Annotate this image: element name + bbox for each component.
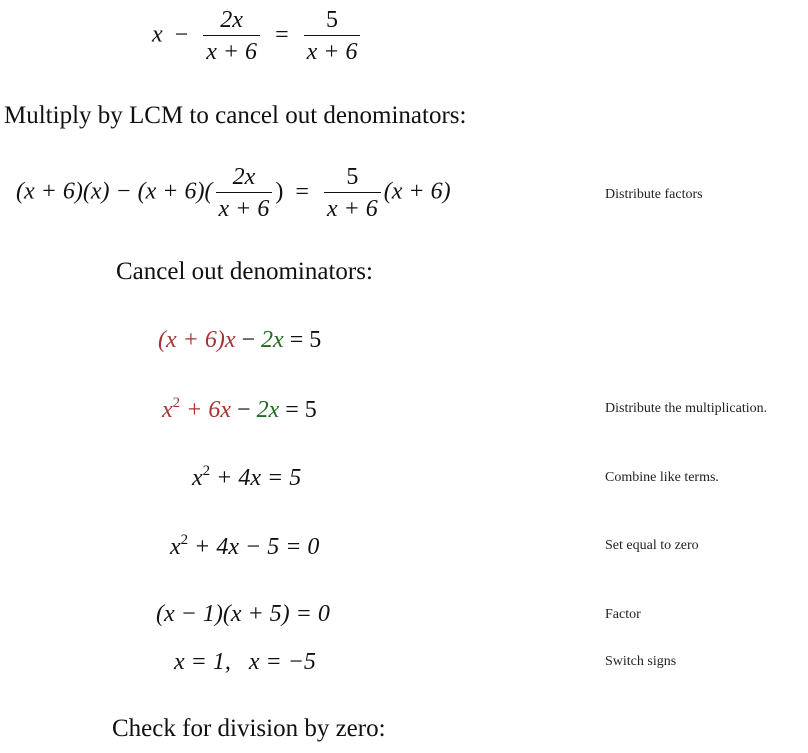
note-switch-signs: Switch signs [605,654,677,669]
fraction-numerator: 5 [326,7,339,33]
heading-cancel: Cancel out denominators: [116,258,373,285]
lcm-fraction-left [216,165,273,221]
eq-x: x [152,21,163,48]
original-equation [152,8,363,64]
note-distribute-factors: Distribute factors [605,187,703,202]
note-combine-like-terms: Combine like terms. [605,470,719,485]
fraction-denominator: x + 6 [216,192,273,221]
step-3 [192,464,301,490]
step3-exponent: 2 [202,463,211,479]
lcm-equation [16,165,451,221]
note-set-equal-zero: Set equal to zero [605,538,699,553]
step-1 [158,328,321,352]
fraction-denominator: x + 6 [324,192,381,221]
lcm-equals: = [295,178,309,205]
fraction-numerator: 2x [220,7,243,33]
eq-minus: − [174,21,189,48]
step-2 [162,396,317,422]
step3-rest: + 4x = 5 [210,465,302,491]
step1-red-term: (x + 6)x [158,327,236,353]
step1-minus: − [235,327,262,353]
heading-lcm: Multiply by LCM to cancel out denominators: [4,102,467,129]
lcm-left-part: (x + 6)(x) − (x + 6)( [16,178,213,205]
step4-base: x [170,534,181,560]
step-6: x = 1, x = −5 [174,649,316,675]
eq-fraction-left [203,8,260,64]
note-factor: Factor [605,607,641,622]
step2-red-base: x [162,397,173,423]
step2-red-rest: + 6x [180,397,232,423]
lcm-right-part: (x + 6) [383,178,451,205]
eq-equals: = [275,21,289,48]
step2-minus: − [231,397,257,423]
fraction-numerator: 2x [232,164,256,190]
step-4 [170,533,319,559]
step4-rest: + 4x − 5 = 0 [188,534,320,560]
step-5: (x − 1)(x + 5) = 0 [156,601,330,627]
step1-rest: = 5 [283,327,322,353]
fraction-numerator: 5 [346,164,359,190]
note-distribute-multiplication: Distribute the multiplication. [605,401,768,416]
step4-exponent: 2 [180,532,189,548]
lcm-fraction-right [324,165,381,221]
step2-rest: = 5 [279,397,317,423]
fraction-denominator: x + 6 [203,35,260,64]
step3-base: x [192,465,203,491]
fraction-denominator: x + 6 [304,35,361,64]
lcm-close-paren: ) [275,178,284,205]
step1-green-term: 2x [261,327,284,353]
eq-fraction-right [304,8,361,64]
step2-green-term: 2x [256,397,280,423]
step2-exponent: 2 [172,395,181,411]
heading-check: Check for division by zero: [112,715,386,742]
